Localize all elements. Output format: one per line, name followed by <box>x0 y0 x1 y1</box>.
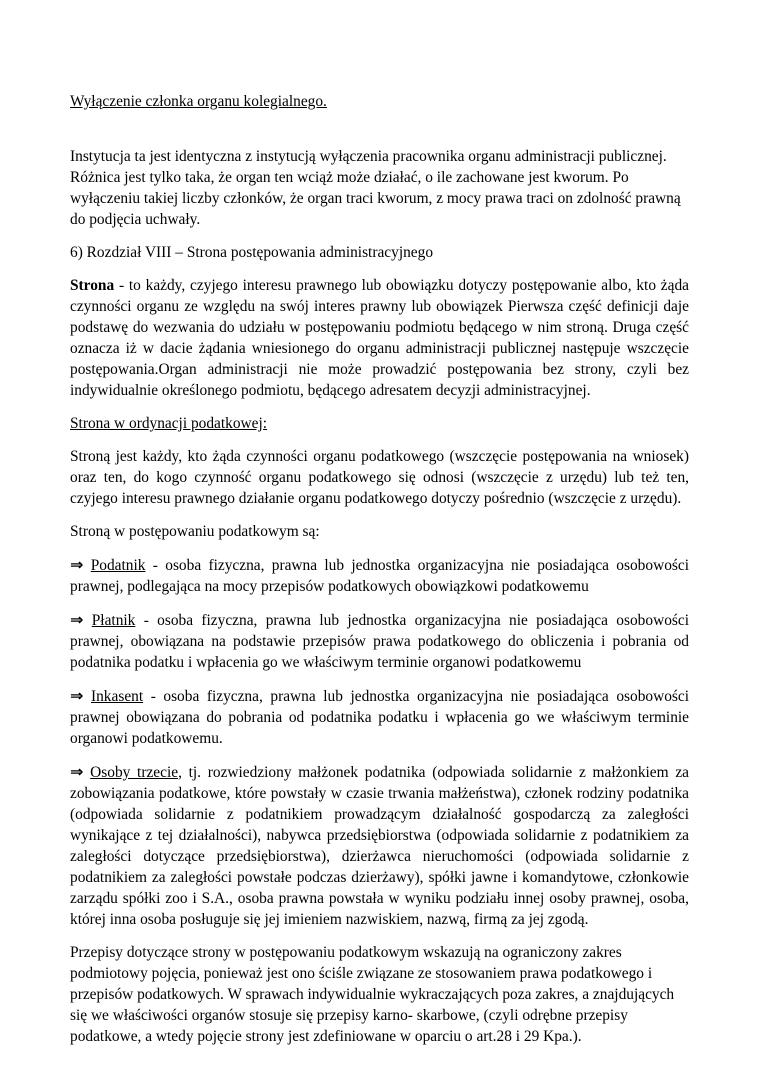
party-body-platnik: - osoba fizyczna, prawna lub jednostka organizacyjna nie posiadająca osobowości prawnej, obowiązana na podstawie przepisów prawa podatkowego do obliczenia i pobrania od podatnika podatku i wpłacenia go we właściwym terminie organowi podatkowemu <box>70 612 689 671</box>
party-term-podatnik: Podatnik <box>90 557 146 574</box>
party-item-podatnik <box>70 554 689 597</box>
term-strona: Strona <box>70 277 115 294</box>
party-term-inkasent: Inkasent <box>90 688 144 705</box>
double-arrow-icon: ⇒ <box>70 610 84 629</box>
para-intro: Instytucja ta jest identyczna z instytucją wyłączenia pracownika organu administracji publicznej. Różnica jest tylko taka, że organ ten wciąż może działać, o ile zachowane jest kworum. Po wyłączeniu takiej liczby członków, że organ traci kworum, z mocy prawa traci on zdolność prawną do podjęcia uchwały. <box>70 148 681 228</box>
para-ordynacja: Stroną jest każdy, kto żąda czynności organu podatkowego (wszczęcie postępowania na wniosek) oraz ten, do kogo czynność organu podatkowego się odnosi (wszczęcie z urzędu) lub też ten, czyjego interesu prawnego działanie organu podatkowego dotyczy pośrednio (wszczęcie z urzędu). <box>70 448 689 507</box>
para-final: Przepisy dotyczące strony w postępowaniu podatkowym wskazują na ograniczony zakres podmiotowy pojęcia, ponieważ jest ono ściśle związane ze stosowaniem prawa podatkowego i przepisów podatkowych. W sprawach indywidualnie wykraczających poza zakres, a znajdujących się we właściwości organów stosuje się przepisy karno- skarbowe, (czyli odrębne przepisy podatkowe, a wtedy pojęcie strony jest zdefiniowane w oparciu o art.28 i 29 Kpa.). <box>70 944 675 1045</box>
party-item-osoby-trzecie <box>70 761 689 930</box>
party-term-platnik: Płatnik <box>91 612 136 629</box>
double-arrow-icon: ⇒ <box>70 686 84 705</box>
party-body-osoby-trzecie: , tj. rozwiedziony małżonek podatnika (odpowiada solidarnie z małżonkiem za zobowiązania podatkowe, które powstały w czasie trwania małżeństwa), członek rodziny podatnika (odpowiada solidarnie z podatnikiem prowadzącym działalność gospodarczą za zaległości wynikające z tej działalności), nabywca przedsiębiorstwa (odpowiada solidarnie z podatnikiem za zaległości dotyczące przedsiębiorstwa), dzierżawca nieruchomości (odpowiada solidarnie z podatnikiem za zaległości powstałe podczas dzierżawy), spółki jawne i komandytowe, członkowie zarządu spółki zoo i S.A., osoba prawna powstała w wyniku podziału innej osoby prawnej, osoba, której inna osoba posługuje się jej imieniem nazwiskiem, nazwą, firmą za jej zgodą. <box>70 764 689 928</box>
party-item-platnik <box>70 609 689 673</box>
heading-chapter: 6) Rozdział VIII – Strona postępowania administracyjnego <box>70 244 434 261</box>
heading-main: Wyłączenie członka organu kolegialnego. <box>70 93 327 110</box>
party-item-inkasent <box>70 685 689 749</box>
heading-parties: Stroną w postępowaniu podatkowym są: <box>70 523 320 540</box>
heading-ordynacja: Strona w ordynacji podatkowej: <box>70 415 268 432</box>
para-strona-body: - to każdy, czyjego interesu prawnego lub obowiązku dotyczy postępowanie albo, kto żąda czynności organu ze względu na swój interes prawny lub obowiązek Pierwsza część definicji daje podstawę do wezwania do udziału w postępowaniu podmiotu będącego w nim stroną. Druga część oznacza iż w dacie żądania wniesionego do organu administracji publicznej następuje wszczęcie postępowania.Organ administracji nie może prowadzić postępowania bez strony, czyli bez indywidualnie określonego podmiotu, będącego adresatem decyzji administracyjnej. <box>70 277 689 399</box>
party-body-inkasent: - osoba fizyczna, prawna lub jednostka organizacyjna nie posiadająca osobowości prawnej obowiązana do pobrania od podatnika podatku i wpłacenia go we właściwym terminie organowi podatkowemu. <box>70 688 689 747</box>
para-strona-definition <box>70 275 689 401</box>
party-term-osoby-trzecie: Osoby trzecie <box>90 764 179 781</box>
party-body-podatnik: - osoba fizyczna, prawna lub jednostka organizacyjna nie posiadająca osobowości prawnej, podlegająca na mocy przepisów podatkowych obowiązkowi podatkowemu <box>70 557 689 595</box>
double-arrow-icon: ⇒ <box>70 762 84 781</box>
double-arrow-icon: ⇒ <box>70 555 84 574</box>
